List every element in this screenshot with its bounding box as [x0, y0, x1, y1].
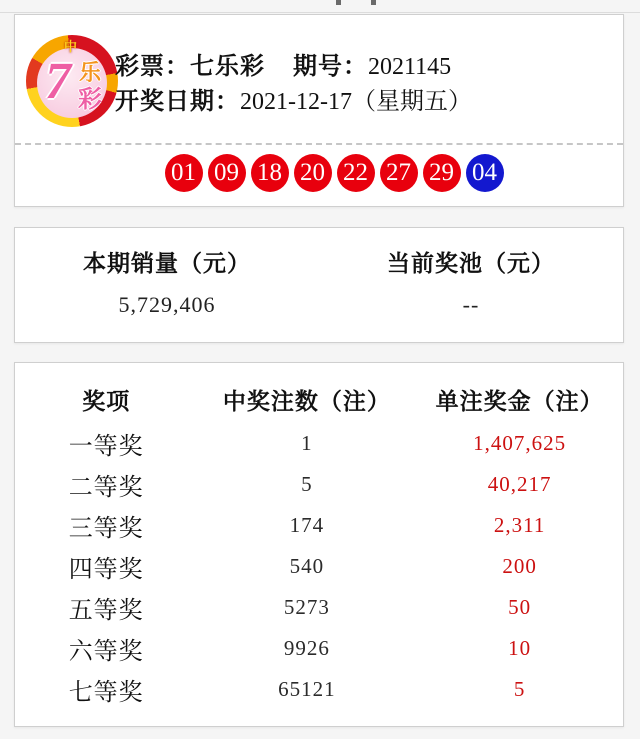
table-row: [15, 587, 623, 628]
logo-zhong-glyph: 中: [64, 39, 78, 54]
prize-amount: 10: [508, 636, 532, 660]
prize-amount: 200: [502, 554, 537, 578]
prize-level: 七等奖: [68, 679, 144, 706]
winner-count: 1: [301, 431, 313, 455]
draw-date-label: 开奖日期：: [115, 88, 240, 115]
stats-row: [15, 228, 623, 317]
prize-level: 三等奖: [68, 515, 144, 542]
draw-date-line: [115, 84, 472, 119]
table-row: [15, 423, 623, 464]
top-divider: [0, 12, 640, 13]
winner-count: 540: [289, 554, 325, 578]
winner-count: 5273: [283, 595, 330, 619]
draw-date-value: 2021-12-17: [240, 89, 352, 115]
current-sales-stat: [15, 249, 319, 317]
red-ball: 20: [294, 154, 332, 192]
cropped-text-remnant: [336, 0, 341, 5]
prize-level: 一等奖: [68, 433, 144, 460]
sales-label: 本期销量（元）: [83, 250, 251, 276]
prize-level: 四等奖: [68, 556, 144, 583]
pool-label: 当前奖池（元）: [387, 250, 555, 276]
blue-ball: 04: [466, 154, 504, 192]
prize-level: 六等奖: [68, 638, 144, 665]
header-card: [14, 14, 624, 207]
col-header-prize-level: 奖项: [82, 387, 131, 414]
red-ball: 18: [251, 154, 289, 192]
red-ball: 01: [165, 154, 203, 192]
prize-table-card: [14, 362, 624, 727]
winner-count: 9926: [283, 636, 330, 660]
table-row: [15, 505, 623, 546]
table-row: [15, 464, 623, 505]
prize-amount: 40,217: [487, 472, 552, 496]
prize-amount: 50: [508, 595, 532, 619]
col-header-winner-count: 中奖注数（注）: [222, 387, 391, 414]
logo-inner-circle: [37, 48, 107, 118]
red-ball: 29: [423, 154, 461, 192]
logo-cai-glyph: 彩: [78, 86, 102, 113]
prize-pool-stat: [319, 249, 623, 317]
prize-amount: 1,407,625: [473, 431, 567, 455]
cropped-text-remnant: [371, 0, 376, 5]
prize-level: 五等奖: [68, 597, 144, 624]
red-ball: 27: [380, 154, 418, 192]
issue-number: 2021145: [368, 54, 452, 80]
red-ball: 09: [208, 154, 246, 192]
table-row: [15, 628, 623, 669]
pool-value: --: [462, 292, 480, 317]
dashed-separator: [15, 143, 623, 145]
table-row: [15, 669, 623, 710]
header-text-block: [115, 49, 472, 119]
qilecai-logo-icon: [26, 35, 118, 127]
draw-date-weekday: （星期五）: [351, 89, 472, 115]
logo-le-glyph: 乐: [78, 60, 101, 85]
sales-pool-card: [14, 227, 624, 343]
logo-seven-glyph: 7: [45, 53, 71, 110]
winner-count: 65121: [278, 677, 336, 701]
issue-label: 期号：: [293, 53, 368, 80]
winner-count: 174: [289, 513, 325, 537]
col-header-prize-amount: 单注奖金（注）: [435, 387, 604, 414]
prize-table: [15, 363, 623, 710]
winner-count: 5: [301, 472, 313, 496]
red-ball: 22: [337, 154, 375, 192]
sales-value: 5,729,406: [118, 292, 216, 317]
lottery-name-label: 彩票：七乐彩: [115, 53, 265, 80]
table-row: [15, 546, 623, 587]
prize-amount: 5: [513, 677, 526, 701]
drawn-numbers-row: [15, 154, 623, 192]
prize-table-header-row: [15, 375, 623, 423]
lottery-issue-line: [115, 49, 472, 84]
prize-level: 二等奖: [68, 474, 144, 501]
prize-amount: 2,311: [493, 513, 546, 537]
